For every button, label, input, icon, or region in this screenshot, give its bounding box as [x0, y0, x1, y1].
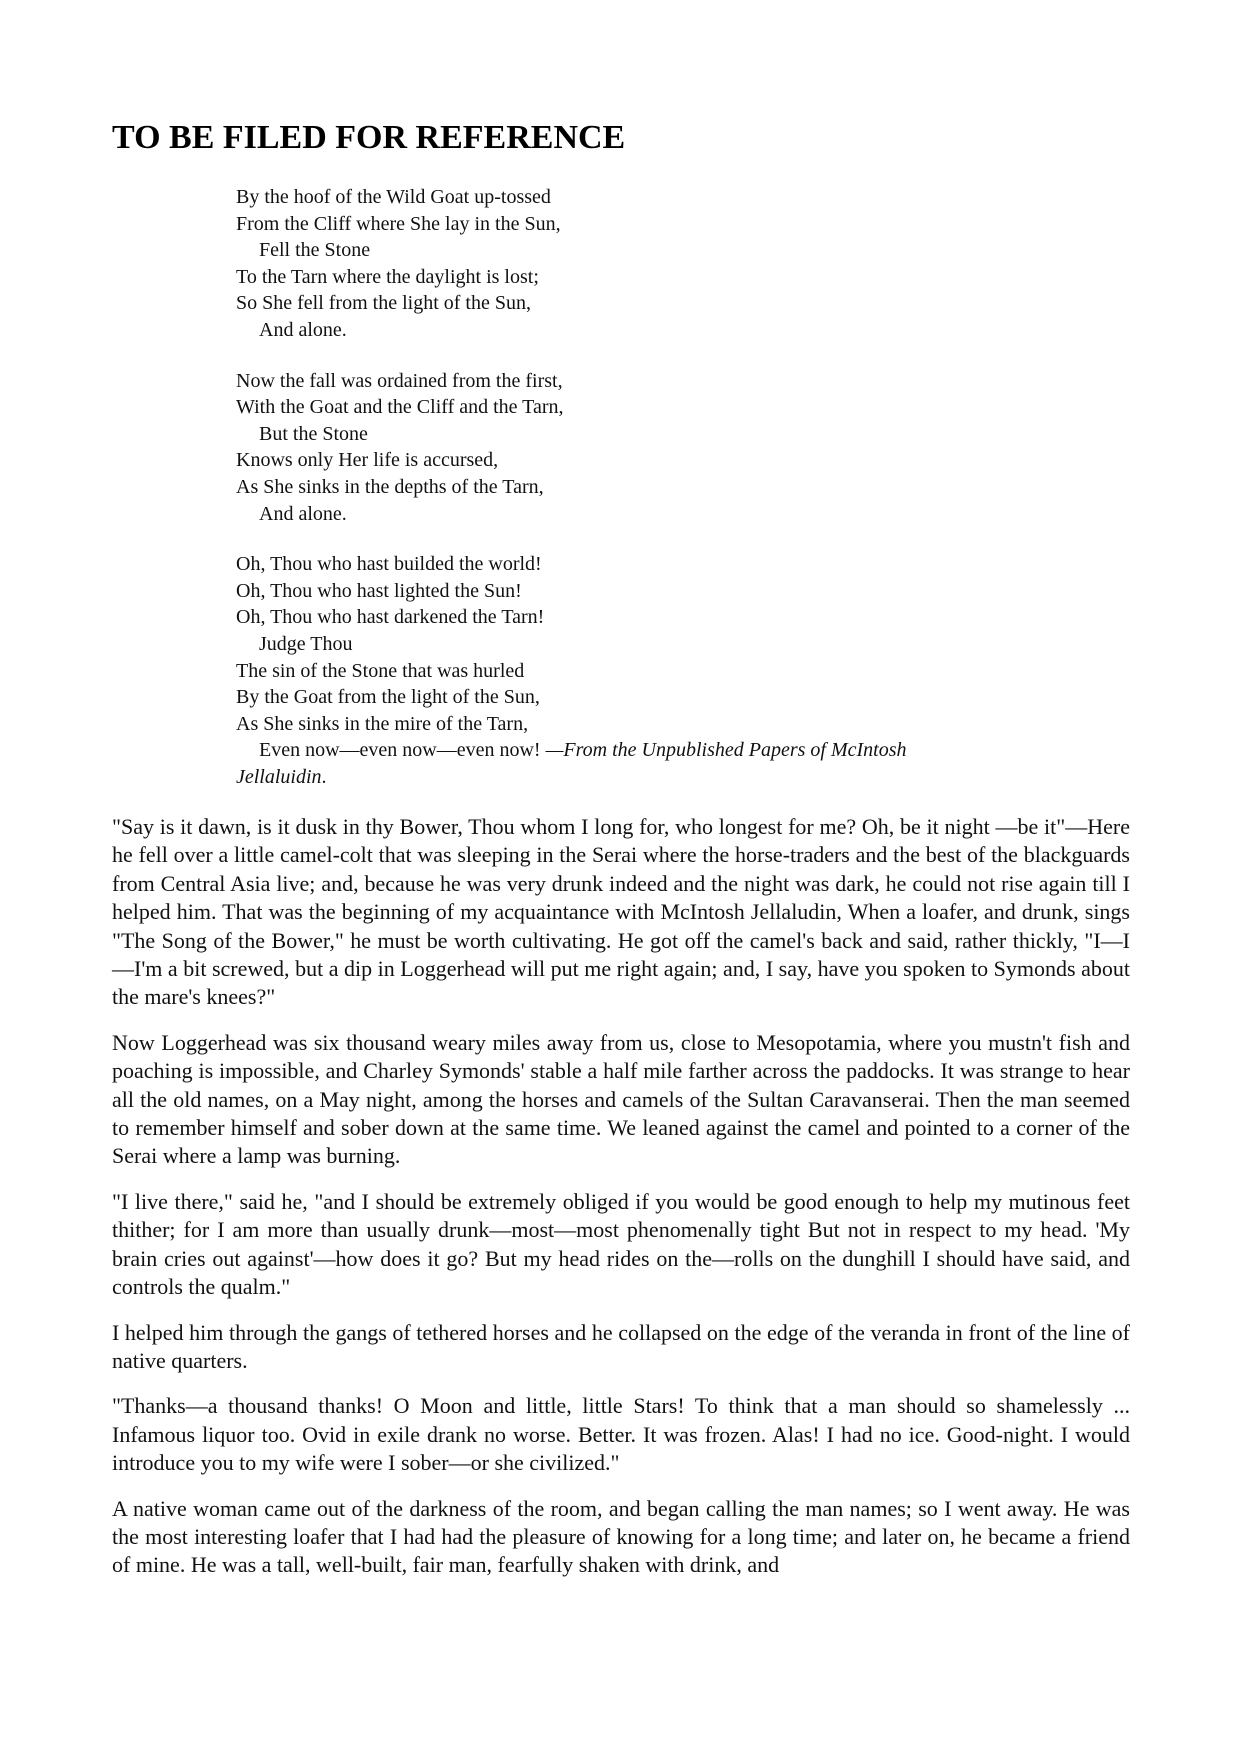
- poem-line: As She sinks in the mire of the Tarn,: [236, 712, 529, 735]
- poem-line: Fell the Stone: [259, 239, 371, 262]
- body-paragraph: "Say is it dawn, is it dusk in thy Bower, Thou whom I long for, who longest for me? Oh, be it night —be it"—Here he fell over a little camel-colt that was sleeping in the Serai where the horse-traders and the best of the blackguards from Central Asia live; and, because he was very drunk indeed and the night was dark, he could not rise again till I helped him. That was the beginning of my acquaintance with McIntosh Jellaludin, When a loafer, and drunk, sings "The Song of the Bower," he must be worth cultivating. He got off the camel's back and said, rather thickly, "I—I—I'm a bit screwed, but a dip in Loggerhead will put me right again; and, I say, have you spoken to Symonds about the mare's knees?": [112, 814, 1130, 1010]
- poem-attribution-continued: [236, 764, 1116, 791]
- body-paragraph: "Thanks—a thousand thanks! O Moon and little, little Stars! To think that a man should so shamelessly ... Infamous liquor too. Ovid in exile drank no worse. Better. It was frozen. Alas! I had no ice. Good-night. I would introduce you to my wife were I sober—or she civilized.": [112, 1393, 1130, 1476]
- poem-line: By the hoof of the Wild Goat up-tossed: [236, 186, 551, 208]
- poem-line: By the Goat from the light of the Sun,: [236, 686, 540, 709]
- poem-line: To the Tarn where the daylight is lost;: [236, 265, 539, 288]
- poem-stanza-3: [236, 551, 1116, 790]
- body-paragraph: A native woman came out of the darkness of the room, and began calling the man names; so I went away. He was the most interesting loafer that I had had the pleasure of knowing for a long time; and later on, he became a friend of mine. He was a tall, well-built, fair man, fearfully shaken with drink, and: [112, 1495, 1130, 1578]
- poem-line: From the Cliff where She lay in the Sun,: [236, 212, 561, 235]
- poem-line: And alone.: [259, 502, 347, 525]
- poem-attribution-author: Jellaluidin: [236, 765, 322, 788]
- poem-line: With the Goat and the Cliff and the Tarn,: [236, 396, 564, 419]
- chapter-title: TO BE FILED FOR REFERENCE: [112, 119, 626, 156]
- poem-line-text: Even now—even now—even now!: [259, 739, 546, 762]
- poem-line: Now the fall was ordained from the first,: [236, 369, 563, 392]
- body-paragraph: I helped him through the gangs of tethered horses and he collapsed on the edge of the veranda in front of the line of native quarters.: [112, 1319, 1130, 1373]
- poem-attribution: —From the Unpublished Papers of McIntosh: [545, 739, 907, 762]
- poem-line: Knows only Her life is accursed,: [236, 449, 499, 472]
- poem-stanza-1: [236, 184, 1116, 344]
- epigraph-poem: [236, 184, 1116, 790]
- poem-stanza-2: [236, 368, 1116, 528]
- poem-line: Judge Thou: [259, 632, 353, 655]
- poem-line: Oh, Thou who hast builded the world!: [236, 553, 542, 576]
- poem-attribution-period: .: [321, 765, 327, 788]
- body-paragraph: Now Loggerhead was six thousand weary miles away from us, close to Mesopotamia, where you mustn't fish and poaching is impossible, and Charley Symonds' stable a half mile farther across the paddocks. It was strange to hear all the old names, on a May night, among the horses and camels of the Sultan Caravanserai. Then the man seemed to remember himself and sober down at the same time. We leaned against the camel and pointed to a corner of the Serai where a lamp was burning.: [112, 1029, 1130, 1169]
- poem-line: Oh, Thou who hast lighted the Sun!: [236, 579, 522, 602]
- poem-line: And alone.: [259, 318, 347, 341]
- poem-line: Oh, Thou who hast darkened the Tarn!: [236, 606, 545, 629]
- poem-line: So She fell from the light of the Sun,: [236, 292, 531, 315]
- poem-final-line: [236, 737, 1116, 764]
- poem-line: The sin of the Stone that was hurled: [236, 659, 525, 682]
- story-body: [112, 813, 1130, 1597]
- poem-line: As She sinks in the depths of the Tarn,: [236, 475, 544, 498]
- body-paragraph: "I live there," said he, "and I should be extremely obliged if you would be good enough to help my mutinous feet thither; for I am more than usually drunk—most—most phenomenally tight But not in respect to my head. 'My brain cries out against'—how does it go? But my head rides on the—rolls on the dunghill I should have said, and controls the qualm.": [112, 1188, 1130, 1300]
- poem-line: But the Stone: [259, 422, 368, 445]
